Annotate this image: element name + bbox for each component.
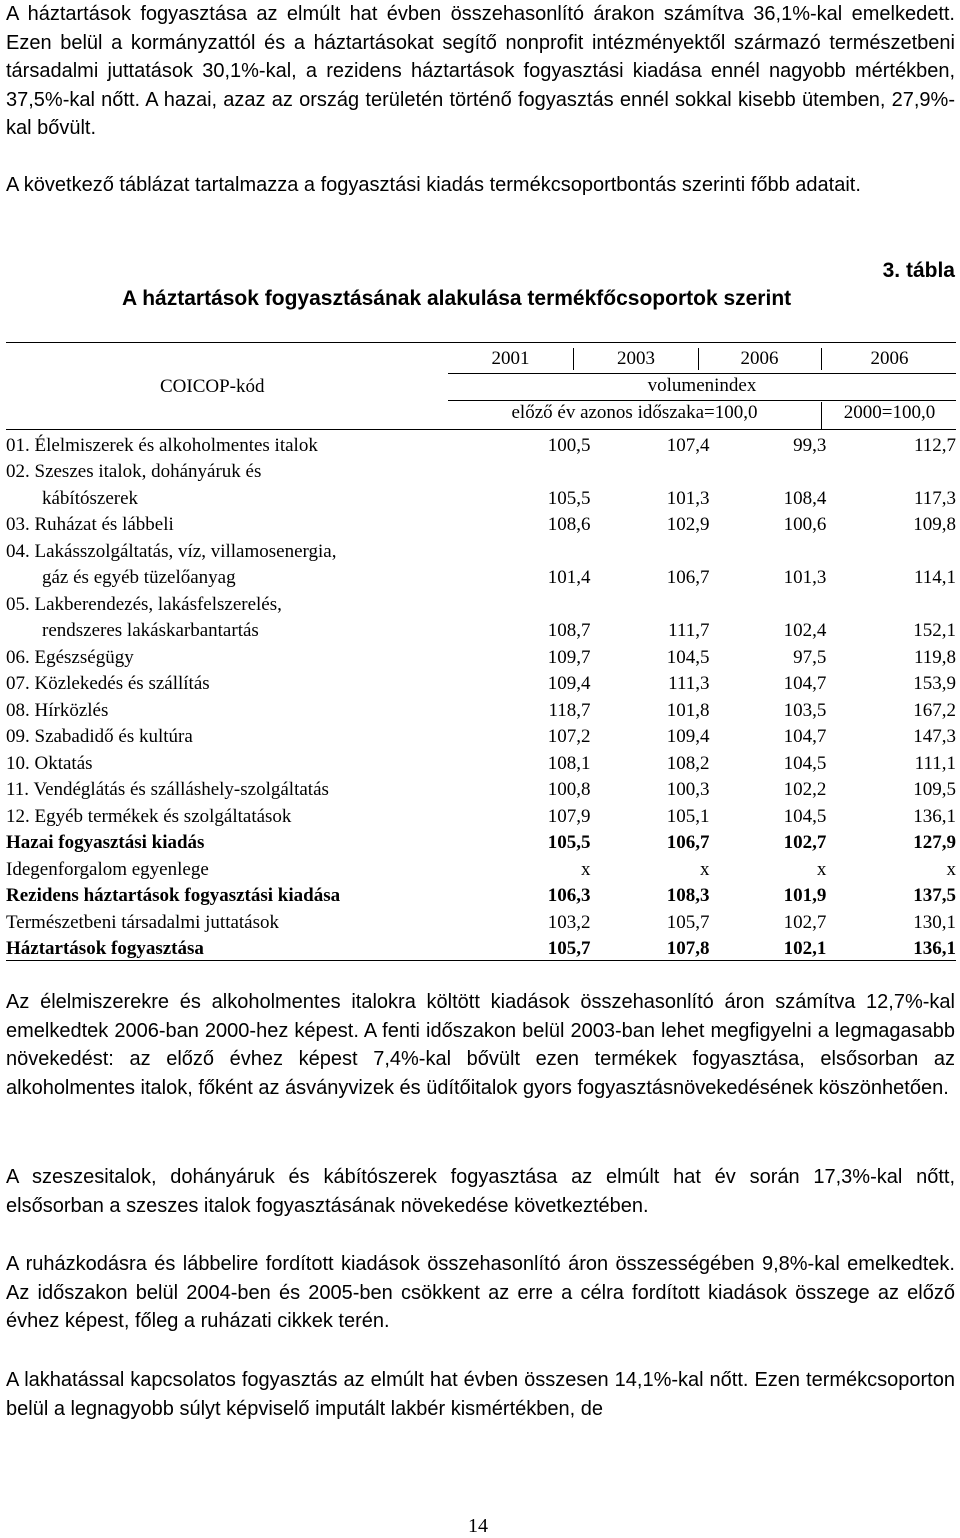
table-row (6, 907, 956, 934)
row-label: 05. Lakberendezés, lakásfelszerelés, (6, 593, 282, 615)
table-row (6, 801, 956, 828)
value-cell: 105,1 (666, 805, 710, 827)
value-cell: 107,9 (547, 805, 591, 827)
value-cell: 108,3 (666, 885, 710, 906)
table-row (6, 854, 956, 881)
table-row (6, 589, 956, 616)
table-row (6, 669, 956, 696)
table-row (6, 828, 956, 855)
clothing-paragraph: A ruházkodásra és lábbelire fordított kiadások összehasonlító áron összességében 9,8%-kal emelkedtek. Az időszakon belül 2004-ben és 2005-ben csökkent az erre a célra fordított kiadások összege az előző évhez képest, főleg a ruházati cikkek terén. (6, 1253, 955, 1332)
value-cell: 97,5 (793, 646, 827, 668)
value-cell: 105,5 (547, 832, 591, 853)
table-row (6, 616, 956, 643)
row-label-continuation: gáz és egyéb tüzelőanyag (42, 567, 236, 588)
volume-index-header: volumenindex (647, 375, 757, 396)
value-cell: 104,5 (783, 752, 827, 774)
value-cell: 106,7 (666, 832, 710, 853)
value-cell: 112,7 (913, 434, 956, 456)
row-label: 09. Szabadidő és kultúra (6, 726, 193, 747)
value-cell: 130,1 (913, 911, 956, 933)
value-cell: 109,7 (547, 646, 591, 668)
table-row (6, 536, 956, 563)
value-cell: 108,6 (547, 514, 591, 535)
value-cell: 136,1 (913, 805, 956, 827)
value-cell: 108,1 (547, 752, 591, 774)
table-row (6, 695, 956, 722)
row-label: Rezidens háztartások fogyasztási kiadása (6, 885, 341, 906)
value-cell: 102,2 (783, 779, 827, 800)
value-cell: x (816, 858, 827, 880)
value-cell: 103,2 (547, 911, 591, 933)
table-row (6, 748, 956, 775)
value-cell: 111,1 (914, 752, 956, 774)
value-cell: 102,7 (783, 911, 827, 933)
coicop-header: COICOP-kód (160, 376, 265, 397)
table-number: 3. tábla (882, 259, 955, 282)
value-cell: 104,5 (666, 646, 710, 668)
row-label: Idegenforgalom egyenlege (6, 858, 209, 880)
value-cell: 101,4 (547, 567, 591, 588)
year-header-2001: 2001 (491, 348, 530, 369)
value-cell: 99,3 (793, 434, 827, 456)
value-cell: 107,2 (547, 726, 591, 747)
table-row (6, 457, 956, 484)
table-row (6, 563, 956, 590)
table-row (6, 483, 956, 510)
value-cell: 117,3 (913, 487, 956, 509)
value-cell: 137,5 (913, 885, 956, 906)
value-cell: 109,4 (666, 726, 710, 747)
value-cell: x (946, 858, 956, 880)
table-row (6, 430, 956, 457)
row-label: 12. Egyéb termékek és szolgáltatások (6, 805, 292, 827)
row-label: 08. Hírközlés (6, 699, 109, 721)
value-cell: 102,4 (783, 620, 827, 641)
value-cell: 107,4 (666, 434, 710, 456)
value-cell: 108,4 (783, 487, 827, 509)
value-cell: 136,1 (913, 938, 956, 959)
header-divider (448, 400, 956, 401)
housing-paragraph: A lakhatással kapcsolatos fogyasztás az elmúlt hat évben összesen 14,1%-kal nőtt. Ezen termékcsoporton belül a legnagyobb súlyt képviselő imputált lakbér kismértékben, de (6, 1369, 955, 1420)
consumption-table (6, 342, 956, 961)
value-cell: 152,1 (913, 620, 956, 641)
table-intro-paragraph: A következő táblázat tartalmazza a fogyasztási kiadás termékcsoportbontás szerinti főbb adatait. (6, 174, 861, 196)
table-caption: A háztartások fogyasztásának alakulása termékfőcsoportok szerint (122, 287, 792, 310)
value-cell: 108,2 (666, 752, 710, 774)
row-label: 01. Élelmiszerek és alkoholmentes italok (6, 434, 318, 456)
page-number: 14 (468, 1515, 488, 1537)
value-cell: 101,3 (783, 567, 827, 588)
table-row (6, 934, 956, 961)
value-cell: 108,7 (547, 620, 591, 641)
value-cell: 147,3 (913, 726, 956, 747)
value-cell: 101,8 (666, 699, 710, 721)
row-label: Természetbeni társadalmi juttatások (6, 911, 280, 933)
intro-paragraph: A háztartások fogyasztása az elmúlt hat évben összehasonlító árakon számítva 36,1%-kal emelkedett. Ezen belül a kormányzattól és a háztartásokat segítő nonprofit intézményektől származó természetbeni társadalmi juttatások 30,1%-kal, a rezidens háztartások fogyasztási kiadása ennél nagyobb mértékben, 37,5%-kal nőtt. A hazai, azaz az ország területén történő fogyasztás ennél sokkal kisebb ütemben, 27,9%-kal bővült. (6, 3, 955, 139)
value-cell: 103,5 (783, 699, 827, 721)
row-label: 10. Oktatás (6, 752, 93, 774)
year-header-2006a: 2006 (740, 348, 779, 369)
value-cell: 105,7 (666, 911, 710, 933)
value-cell: 109,8 (913, 514, 956, 535)
value-cell: 106,3 (547, 885, 591, 906)
row-label: 11. Vendéglátás és szálláshely-szolgáltatás (6, 779, 329, 800)
row-label-continuation: rendszeres lakáskarbantartás (42, 620, 259, 641)
row-label-continuation: kábítószerek (42, 487, 139, 509)
row-label: 02. Szeszes italok, dohányáruk és (6, 461, 262, 482)
value-cell: 100,5 (547, 434, 591, 456)
year-header-2003: 2003 (573, 348, 699, 370)
value-cell: 109,4 (547, 673, 591, 694)
value-cell: 114,1 (913, 567, 956, 588)
table-row (6, 642, 956, 669)
value-cell: 153,9 (913, 673, 956, 694)
value-cell: 105,7 (547, 938, 591, 959)
row-label: 06. Egészségügy (6, 646, 134, 668)
value-cell: 104,7 (783, 726, 827, 747)
base-2000-header: 2000=100,0 (821, 402, 957, 429)
row-label: Hazai fogyasztási kiadás (6, 832, 205, 853)
food-paragraph: Az élelmiszerekre és alkoholmentes italokra költött kiadások összehasonlító áron számítva 12,7%-kal emelkedtek 2006-ban 2000-hez képest. A fenti időszakon belül 2003-ban lehet megfigyelni a legmagasabb növekedést: az előző évhez képest 7,4%-kal bővült ezen termékek fogyasztása, elsősorban az alkoholmentes italok, főként az ásványvizek és üdítőitalok gyors fogyasztásnövekedésének köszönhetően. (6, 991, 955, 1099)
value-cell: 109,5 (913, 779, 956, 800)
base-previous-year-header: előző év azonos időszaka=100,0 (511, 402, 758, 423)
value-cell: 102,9 (666, 514, 710, 535)
row-label: Háztartások fogyasztása (6, 938, 204, 959)
table-header (6, 342, 956, 430)
value-cell: 104,5 (783, 805, 827, 827)
row-label: 04. Lakásszolgáltatás, víz, villamosenergia, (6, 540, 337, 562)
row-label: 07. Közlekedés és szállítás (6, 673, 210, 694)
year-header-2006b: 2006 (821, 348, 957, 370)
value-cell: 167,2 (913, 699, 956, 721)
value-cell: 111,3 (668, 673, 710, 694)
value-cell: 119,8 (913, 646, 956, 668)
value-cell: 127,9 (913, 832, 956, 853)
value-cell: 111,7 (668, 620, 710, 641)
row-label: 03. Ruházat és lábbeli (6, 514, 174, 535)
value-cell: 104,7 (783, 673, 827, 694)
table-body (6, 430, 956, 961)
value-cell: x (581, 858, 591, 880)
table-row (6, 881, 956, 908)
value-cell: 105,5 (547, 487, 591, 509)
value-cell: 102,7 (783, 832, 827, 853)
value-cell: 101,3 (666, 487, 710, 509)
table-row (6, 510, 956, 537)
table-row (6, 722, 956, 749)
value-cell: 107,8 (666, 938, 710, 959)
value-cell: 100,8 (547, 779, 591, 800)
alcohol-paragraph: A szeszesitalok, dohányáruk és kábítószerek fogyasztása az elmúlt hat év során 17,3%-kal nőtt, elsősorban a szeszes italok fogyasztásának növekedése következtében. (6, 1166, 955, 1217)
value-cell: 106,7 (666, 567, 710, 588)
header-divider (448, 373, 956, 374)
value-cell: 102,1 (783, 938, 827, 959)
value-cell: 118,7 (548, 699, 591, 721)
table-row (6, 775, 956, 802)
value-cell: x (700, 858, 710, 880)
value-cell: 100,6 (783, 514, 827, 535)
value-cell: 101,9 (783, 885, 827, 906)
value-cell: 100,3 (666, 779, 710, 800)
